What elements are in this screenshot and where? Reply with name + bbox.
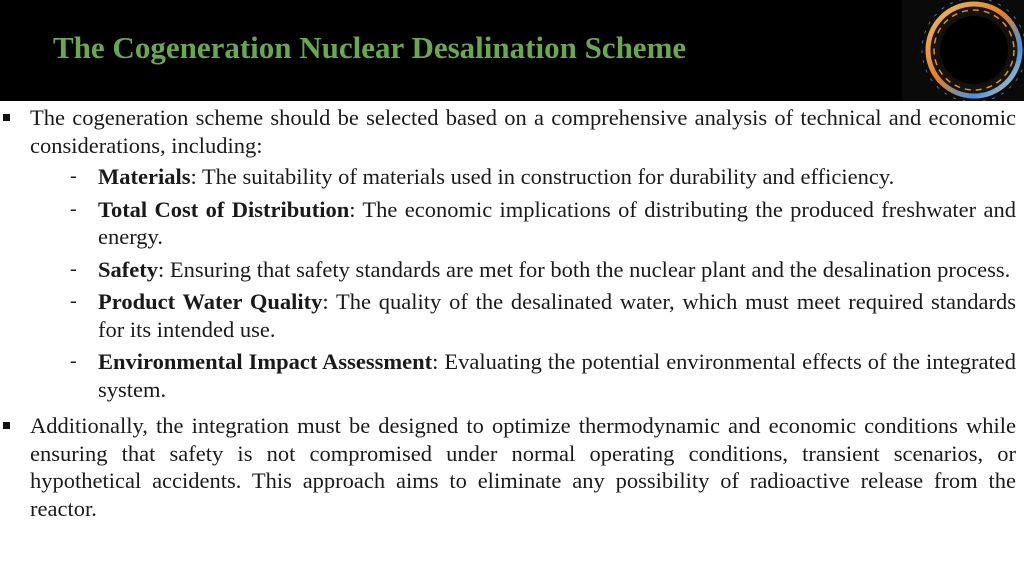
bullet-text: Additionally, the integration must be designed to optimize thermodynamic and economic conditions while ensuring that safety is not compromised under normal operating conditions, transient scenarios, or hypothetical accidents. This approach aims to eliminate any possibility of radioactive release from the reactor. [30,413,1016,521]
sub-item-total-cost [30,196,1016,251]
sub-item-desc: : The quality of the desalinated water, which must meet required standards for its intended use. [98,289,1016,342]
sub-item-term: Environmental Impact Assessment [98,349,433,374]
dash-bullet-icon: - [70,350,77,372]
sub-item-desc: : The suitability of materials used in construction for durability and efficiency. [190,164,895,189]
dash-bullet-icon: - [70,290,77,312]
glowing-ring-icon [902,0,1024,101]
sub-item-term: Materials [98,164,191,189]
sub-item-safety [30,256,1016,284]
sub-item-materials [30,163,1016,191]
square-bullet-icon [3,422,10,429]
bullet-item [0,412,1016,522]
square-bullet-icon [3,114,10,121]
sub-item-environmental [30,348,1016,403]
dash-bullet-icon: - [70,197,77,220]
sub-item-term: Product Water Quality [98,289,323,314]
sub-list [30,163,1016,403]
sub-item-water-quality [30,288,1016,343]
dash-bullet-icon: - [70,165,77,187]
sub-item-desc: : Evaluating the potential environmental effects of the integrated system. [98,349,1016,402]
sub-item-desc: : Ensuring that safety standards are met for both the nuclear plant and the desalination process. [158,256,1011,282]
sub-item-desc: : The economic implications of distributing the produced freshwater and energy. [98,196,1016,249]
slide-content [0,104,1016,522]
sub-item-term: Total Cost of Distribution [98,196,350,222]
slide-title: The Cogeneration Nuclear Desalination Scheme [53,30,687,65]
sub-item-term: Safety [98,256,158,282]
bullet-item [0,104,1016,403]
title-bar [0,0,1024,101]
bullet-text: The cogeneration scheme should be selected based on a comprehensive analysis of technical and economic considerations, including: [30,105,1016,158]
dash-bullet-icon: - [70,257,77,280]
